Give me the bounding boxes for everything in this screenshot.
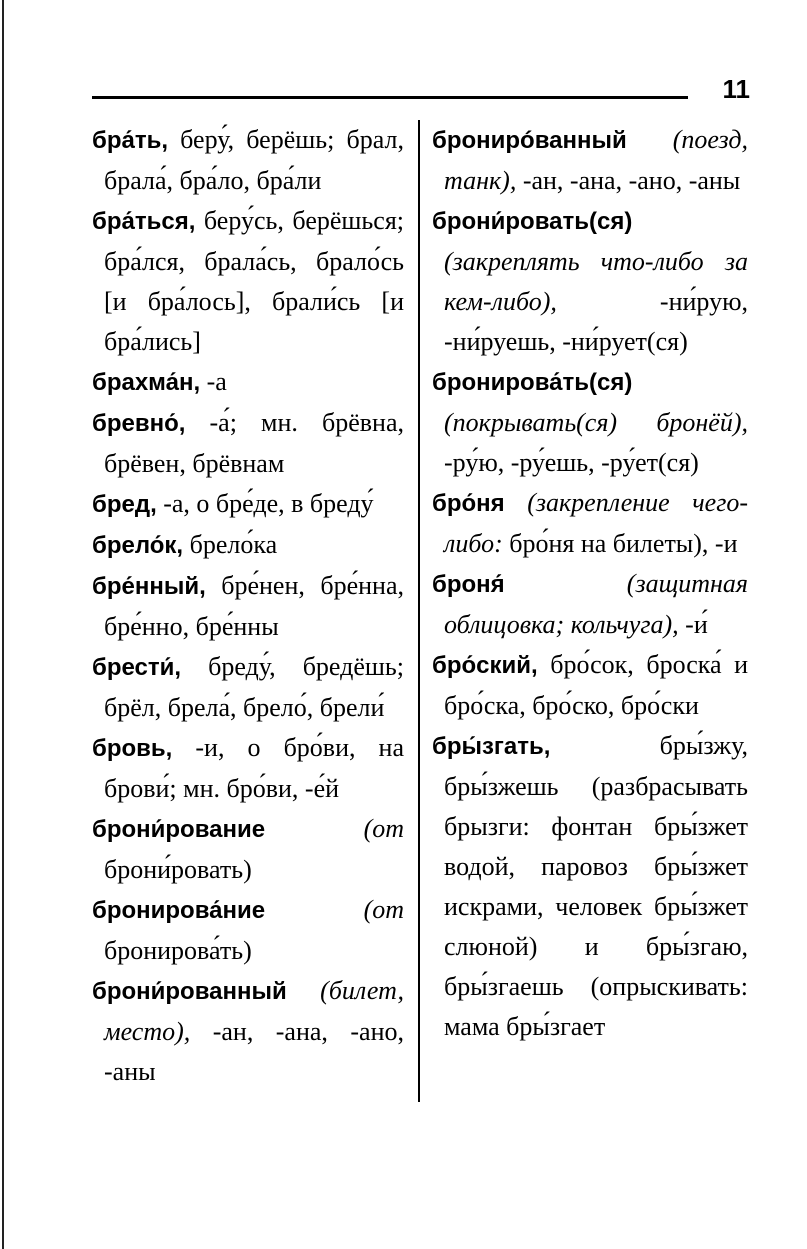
headword: бронирова́ть(ся)	[432, 369, 633, 396]
entry	[92, 971, 404, 1092]
forms: бро́сок, броска́ и бро́ска, бро́ско, бро́ски	[444, 650, 748, 720]
forms: бро́ня на билеты), -и	[502, 529, 738, 558]
forms: -ру́ю, -ру́ешь, -ру́ет(ся)	[444, 448, 699, 477]
usage-note: (покрывать(ся) бронёй),	[444, 408, 748, 437]
forms: бреду́, бредёшь; брёл, брела́, брело́, брели́	[104, 652, 404, 722]
forms: -ни́рую, -ни́руешь, -ни́рует(ся)	[444, 287, 748, 356]
forms: беру́, берёшь; брал, брала́, бра́ло, бра́ли	[104, 125, 404, 195]
forms: брони́ровать)	[104, 855, 252, 884]
entry	[92, 362, 404, 403]
page-number: 11	[722, 74, 750, 104]
usage-note: (билет, место),	[104, 976, 404, 1046]
entry	[432, 483, 748, 564]
entry	[432, 564, 748, 645]
headword: брони́ровать(ся)	[432, 208, 633, 235]
forms: беру́сь, берёшься; бра́лся, брала́сь, брало́сь [и бра́лось], брали́сь [и бра́лись]	[104, 206, 404, 356]
header-rule	[92, 96, 688, 99]
headword: броня́	[432, 571, 505, 598]
entry	[92, 201, 404, 362]
headword: бро́ня	[432, 490, 505, 517]
headword: брахма́н,	[92, 369, 201, 396]
forms: -ан, -ана, -ано, -аны	[516, 166, 741, 195]
usage-note: (закрепление чего-либо:	[444, 488, 748, 558]
entry	[92, 566, 404, 647]
entry	[432, 120, 748, 201]
entry	[92, 809, 404, 890]
headword: брести́,	[92, 654, 182, 681]
binding-edge-line	[2, 0, 4, 1249]
headword: брони́рованный	[92, 978, 287, 1005]
entry	[432, 645, 748, 726]
entry	[92, 484, 404, 525]
headword: брело́к,	[92, 532, 184, 559]
headword: бревно́,	[92, 410, 186, 437]
headword: бронирóванный	[432, 127, 627, 154]
entry	[92, 403, 404, 484]
forms: -ан, -ана, -ано, -аны	[104, 1017, 404, 1086]
forms: бры́зжу, бры́зжешь (разбрасывать брызги: фонтан бры́зжет водой, паровоз бры́зжет искрами, человек бры́зжет слюной) и бры́згаю, бры́згаешь (опрыскивать: мама бры́згает	[444, 731, 748, 1041]
headword: бровь,	[92, 735, 173, 762]
usage-note: (от	[265, 814, 404, 843]
headword: бре́нный,	[92, 573, 206, 600]
entry	[432, 726, 748, 1047]
forms: -и, о бро́ви, на брови́; мн. бро́ви, -е́й	[104, 733, 404, 803]
column-divider	[418, 120, 420, 1102]
entry	[432, 362, 748, 483]
forms: бронирова́ть)	[104, 936, 252, 965]
left-column	[92, 120, 404, 1092]
entry	[92, 647, 404, 728]
headword: бра́ть,	[92, 127, 169, 154]
forms: -и́	[678, 610, 708, 639]
entry	[92, 728, 404, 809]
forms: брело́ка	[183, 530, 278, 559]
entry	[92, 120, 404, 201]
usage-note: (поезд, танк),	[444, 125, 748, 195]
entry	[92, 890, 404, 971]
usage-note: (от	[265, 895, 404, 924]
entry	[92, 525, 404, 566]
forms: -а	[200, 367, 227, 396]
headword: бры́згать,	[432, 733, 551, 760]
headword: бра́ться,	[92, 208, 196, 235]
headword: бред,	[92, 491, 157, 518]
right-column	[432, 120, 748, 1047]
usage-note: (закреплять что-либо за кем-либо),	[444, 247, 748, 316]
forms: бре́нен, бре́нна, бре́нно, бре́нны	[104, 571, 404, 641]
headword: брони́рование	[92, 816, 266, 843]
forms: -а, о бре́де, в бреду́	[156, 489, 374, 518]
entry	[432, 201, 748, 362]
headword: бронирова́ние	[92, 897, 266, 924]
usage-note: (защитная облицовка; кольчуга),	[444, 569, 748, 639]
forms: -а́; мн. брёвна, брёвен, брёвнам	[104, 408, 404, 478]
headword: бро́ский,	[432, 652, 538, 679]
